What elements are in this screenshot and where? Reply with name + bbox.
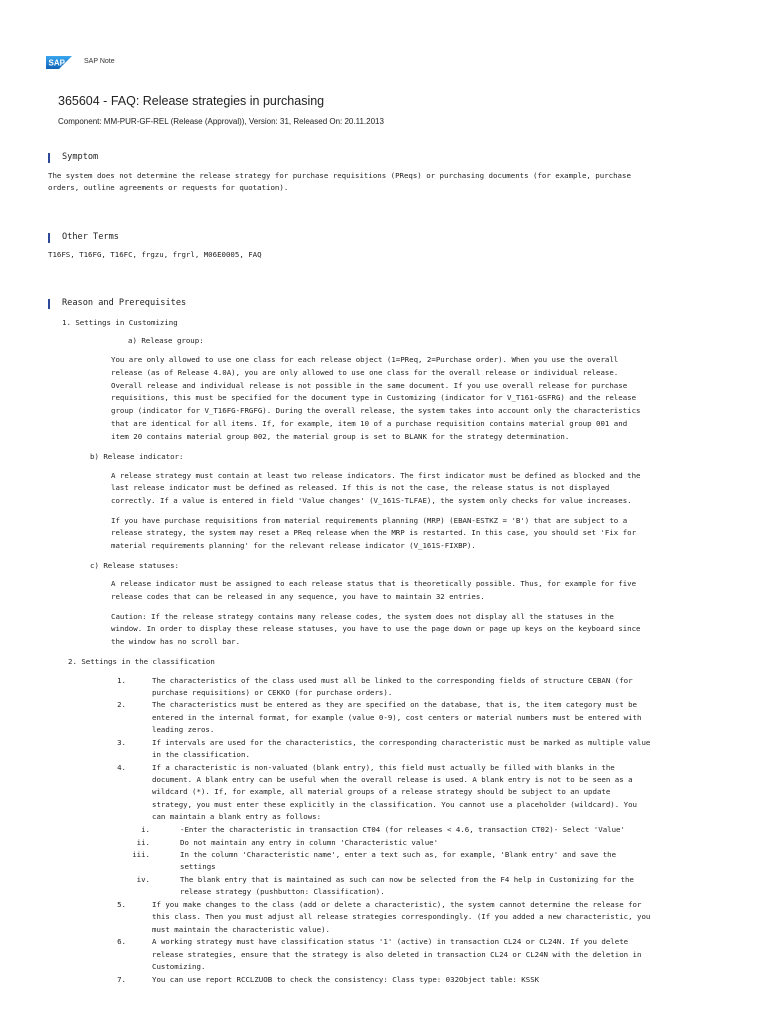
paragraph-line: If you have purchase requisitions from material requirements planning (MRP) (EBAN-ESTKZ = 'B') that are subject to a (111, 516, 628, 525)
roman-line: In the column 'Characteristic name', enter a text such as, for example, 'Blank entry' and save the (180, 850, 617, 859)
list-line: entered in the internal format, for example (value 0-9), cost centers or material numbers must be entered with (152, 713, 642, 722)
roman-line: Do not maintain any entry in column 'Characteristic value' (180, 838, 439, 847)
list-line: must maintain the characteristic value). (152, 925, 330, 934)
reason-heading: Reason and Prerequisites (62, 298, 187, 308)
paragraph-line: release strategy, the system may reset a PReq release when the MRP is restarted. In this case, you should set 'Fix for (111, 528, 637, 537)
roman-line: release strategy (pushbutton: Classification). (180, 887, 385, 896)
section-bar (48, 153, 50, 163)
list-line: The characteristics must be entered as they are specified on the database, that is, the item category must be (152, 700, 637, 709)
paragraph-line: window. In order to display these release statuses, you have to use the page down or page up keys on the keyboard since (111, 624, 641, 633)
paragraph-line: Caution: If the release strategy contains many release codes, the system does not display all the statuses in the (111, 612, 614, 621)
list-number: 6. (117, 937, 126, 946)
paragraph-line: release (as of Release 4.0A), you are only allowed to use one class for the overall release or individual release. (111, 368, 619, 377)
section-bar (48, 299, 50, 309)
list-line: leading zeros. (152, 725, 215, 734)
sap-logo-text: SAP (48, 58, 65, 68)
paragraph-line: last release indicator must be defined as released. If this is not the case, the release status is not displayed (111, 483, 610, 492)
item-title: c) Release statuses: (90, 561, 179, 570)
page-title: 365604 - FAQ: Release strategies in purchasing (58, 94, 325, 108)
roman-line: settings (180, 862, 216, 871)
roman-number: iii. (132, 850, 150, 859)
list-line: purchase requisitions) or CEKKO (for purchase orders). (152, 688, 393, 697)
roman-number: ii. (136, 838, 150, 847)
list-number: 4. (117, 763, 126, 772)
paragraph-line: requisitions, this must be specified for the document type in Customizing (indicator for V_T161-GSFRG) and the release (111, 393, 637, 402)
list-number: 3. (117, 738, 126, 747)
symptom-heading: Symptom (62, 152, 99, 162)
paragraph-line: item 20 contains material group 002, the material group is set to BLANK for the strategy determination. (111, 432, 570, 441)
sap-logo (46, 56, 72, 69)
item-title: a) Release group: (128, 336, 204, 345)
list-line: Customizing. (152, 962, 206, 971)
list-number: 7. (117, 975, 126, 984)
note-label: SAP Note (84, 58, 115, 65)
other-terms-heading: Other Terms (62, 232, 119, 242)
subsection-title: 2. Settings in the classification (68, 657, 215, 666)
list-number: 1. (117, 676, 126, 685)
list-line: If intervals are used for the characteristics, the corresponding characteristic must be marked as multiple value (152, 738, 651, 747)
roman-line: The blank entry that is maintained as such can now be selected from the F4 help in Customizing for the (180, 875, 634, 884)
paragraph-line: that are identical for all items. If, for example, item 10 of a purchase requisition contains material group 001 and (111, 419, 628, 428)
list-line: wildcard (*). If, for example, all material groups of a release strategy should be subject to an update (152, 787, 611, 796)
roman-number: i. (141, 825, 150, 834)
list-line: The characteristics of the class used must all be linked to the corresponding fields of structure CEBAN (for (152, 676, 633, 685)
list-line: strategy, you must enter these explicitly in the classification. You cannot use a placeholder (wildcard). You (152, 800, 637, 809)
list-line: in the classification. (152, 750, 250, 759)
paragraph-line: Overall release and individual release is not possible in the same document. If you use overall release for purchase (111, 381, 628, 390)
other-terms-text: T16FS, T16FG, T16FC, frgzu, frgrl, M06E0005, FAQ (48, 250, 262, 259)
paragraph-line: the window has no scroll bar. (111, 637, 241, 646)
list-line: You can use report RCCLZUOB to check the consistency: Class type: 032Object table: KSSK (152, 975, 540, 984)
roman-line: -Enter the characteristic in transaction CT04 (for releases < 4.6, transaction CT02)- Select 'Value' (180, 825, 625, 834)
paragraph-line: A release indicator must be assigned to each release status that is theoretically possible. Thus, for example for five (111, 579, 637, 588)
list-line: A working strategy must have classification status '1' (active) in transaction CL24 or CL24N. If you delete (152, 937, 629, 946)
list-number: 2. (117, 700, 126, 709)
list-line: this class. Then you must adjust all release strategies correspondingly. (If you added a new characteristic, you (152, 912, 651, 921)
paragraph-line: correctly. If a value is entered in field 'Value changes' (V_161S-TLFAE), the system only checks for value increases. (111, 496, 632, 505)
paragraph-line: You are only allowed to use one class for each release object (1=PReq, 2=Purchase order). When you use the overall (111, 355, 619, 364)
symptom-line: orders, outline agreements or requests for quotation). (48, 183, 289, 192)
list-line: release strategies, ensure that the strategy is also deleted in transaction CL24 or CL24N with the deletion in (152, 950, 642, 959)
list-number: 5. (117, 900, 126, 909)
component-info: Component: MM-PUR-GF-REL (Release (Approval)), Version: 31, Released On: 20.11.2013 (58, 117, 384, 126)
subsection-title: 1. Settings in Customizing (62, 318, 178, 327)
paragraph-line: group (indicator for V_T16FG-FRGFG). During the overall release, the system takes into account only the characteristics (111, 406, 641, 415)
section-bar (48, 233, 50, 243)
list-line: If you make changes to the class (add or delete a characteristic), the system cannot determine the release for (152, 900, 642, 909)
roman-number: iv. (136, 875, 150, 884)
list-line: document. A blank entry can be useful when the overall release is used. A blank entry is not to be seen as a (152, 775, 633, 784)
paragraph-line: material requirements planning' for the relevant release indicator (V_161S-FIXBP). (111, 541, 476, 550)
item-title: b) Release indicator: (90, 452, 184, 461)
list-line: can maintain a blank entry as follows: (152, 812, 322, 821)
paragraph-line: A release strategy must contain at least two release indicators. The first indicator must be defined as blocked and the (111, 471, 641, 480)
list-line: If a characteristic is non-valuated (blank entry), this field must actually be filled with blanks in the (152, 763, 615, 772)
symptom-line: The system does not determine the release strategy for purchase requisitions (PReqs) or purchasing documents (for example, purchase (48, 171, 631, 180)
paragraph-line: release codes that can be released in any sequence, you have to maintain 32 entries. (111, 592, 485, 601)
